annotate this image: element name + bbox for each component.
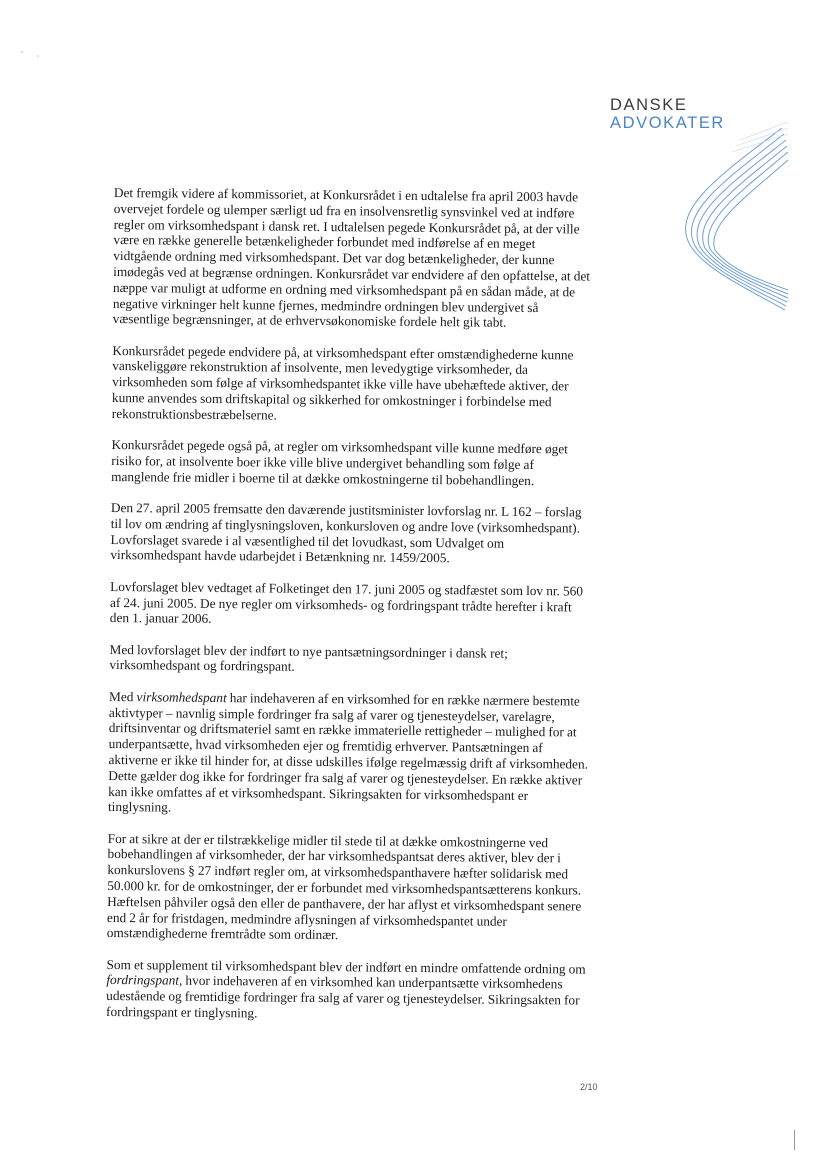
logo-line-2: ADVOKATER [610,114,725,132]
scan-specks [16,40,56,60]
paragraph-6: Med lovforslaget blev der indført to nye pantsætningsordninger i dansk ret; virksomhedspant og fordringspant. [109,641,508,675]
paragraph-7-term: virksomhedspant [136,688,227,705]
paragraph-9-prefix: Som et supplement til virksomhedspant blev der indført en mindre omfattende ordning om [106,956,586,977]
logo-line-1: DANSKE [610,96,688,114]
paragraph-2: Konkursrådet pegede endvidere på, at virksomhedspant efter omstændighederne kunne vanskeliggøre rekonstruktion af insolvente, men levedygtige virksomheder, da virksomheden som følge af virksomhedspantet ikke ville have ubehæftede aktiver, der kunne anvendes som driftskapital og sikkerhed for omkostninger i forbindelse med rekonstruktionsbestræbelserne. [111,342,574,423]
paragraph-7 [108,689,589,820]
paragraph-3: Konkursrådet pegede også på, at regler om virksomhedspant ville kunne medføre øget risiko for, at insolvente boer ikke ville blive undergivet behandling som følge af manglende frie midler i boerne til at dække omkostningerne til bobehandlingen. [111,437,568,488]
logo-swirl-graphic [670,120,790,320]
paragraph-8: For at sikre at der er tilstrækkelige midler til stede til at dække omkostningerne ved bobehandlingen af virksomheder, der har virksomhedspantsat deres aktiver, blev der i konkurslovens § 27 indført regler om, at virksomhedspanthavere hæfter solidarisk med 50.000 kr. for de omkostninger, der er forbundet med virksomhedspantsætterens konkurs. Hæftelsen påhviler også den eller de panthavere, der har aflyst et virksomhedspant senere end 2 år for fristdagen, medmindre aflysningen af virksomhedspantet under omstændighederne fremtrådte som ordinær. [106,830,582,943]
paragraph-1: Det fremgik videre af kommissoriet, at Konkursrådet i en udtalelse fra april 2003 havde overvejet fordele og ulemper særligt ud fra en insolvensretlig synsvinkel ved at indføre regler om virksomhedspant i dansk ret. I udtalelsen pegede Konkursrådet på, at der ville være en række generelle betænkeligheder forbundet med indførelse af en meget vidtgående ordning med virksomhedspant. Det var dog betænkeligheder, der kunne imødegås ved at begrænse ordningen. Konkursrådet var endvidere af den opfattelse, at det næppe var muligt at udforme en ordning med virksomhedspant på en sådan måde, at de negative virkninger helt kunne fjernes, medmindre ordningen blev undergivet så væsentlige begrænsninger, at de erhvervsøkonomiske fordele helt gik tabt. [112,185,591,331]
paragraph-7-suffix: har indehaveren af en virksomhed for en række nærmere bestemte aktivtyper – navnlig simple fordringer fra salg af varer og tjenesteydelser, varelagre, driftsinventar og driftsmateriel samt en række immaterielle rettigheder – mulighed for at underpantsætte, hvad virksomheden ejer og fremtidig erhverver. Pantsætningen af aktiverne er ikke til hinder for, at disse udskilles ifølge regelmæssig drift af virksomheden. Dette gælder dog ikke for fordringer fra salg af varer og tjenesteydelser. En række aktiver kan ikke omfattes af et virksomhedspant. Sikringsakten for virksomhedspant er tinglysning. [107,689,589,815]
paragraph-5: Lovforslaget blev vedtaget af Folketinget den 17. juni 2005 og stadfæstet som lov nr. 560 af 24. juni 2005. De nye regler om virksomheds- og fordringspant trådte herefter i kraft den 1. januar 2006. [109,578,584,627]
body-text [106,185,594,1040]
scan-edge-mark [794,1130,795,1150]
paragraph-9-term: fordringspant [106,972,180,989]
paragraph-4: Den 27. april 2005 fremsatte den daværende justitsminister lovforslag nr. L 162 – forslag til lov om ændring af tinglysningsloven, konkursloven og andre love (virksomhedspant). Lovforslaget svarede i al væsentlighed til det lovudkast, som Udvalget om virksomhedspant havde udarbejdet i Betænkning nr. 1459/2005. [110,500,582,566]
paragraph-9-suffix: , hvor indehaveren af en virksomhed kan underpantsætte virksomhedens udestående og fremtidige fordringer fra salg af varer og tjenesteydelser. Sikringsakten for fordringspant er tinglysning. [105,973,580,1021]
page-number: 2/10 [580,1082,598,1092]
paragraph-9 [106,957,587,1025]
paragraph-7-prefix: Med [109,688,137,704]
